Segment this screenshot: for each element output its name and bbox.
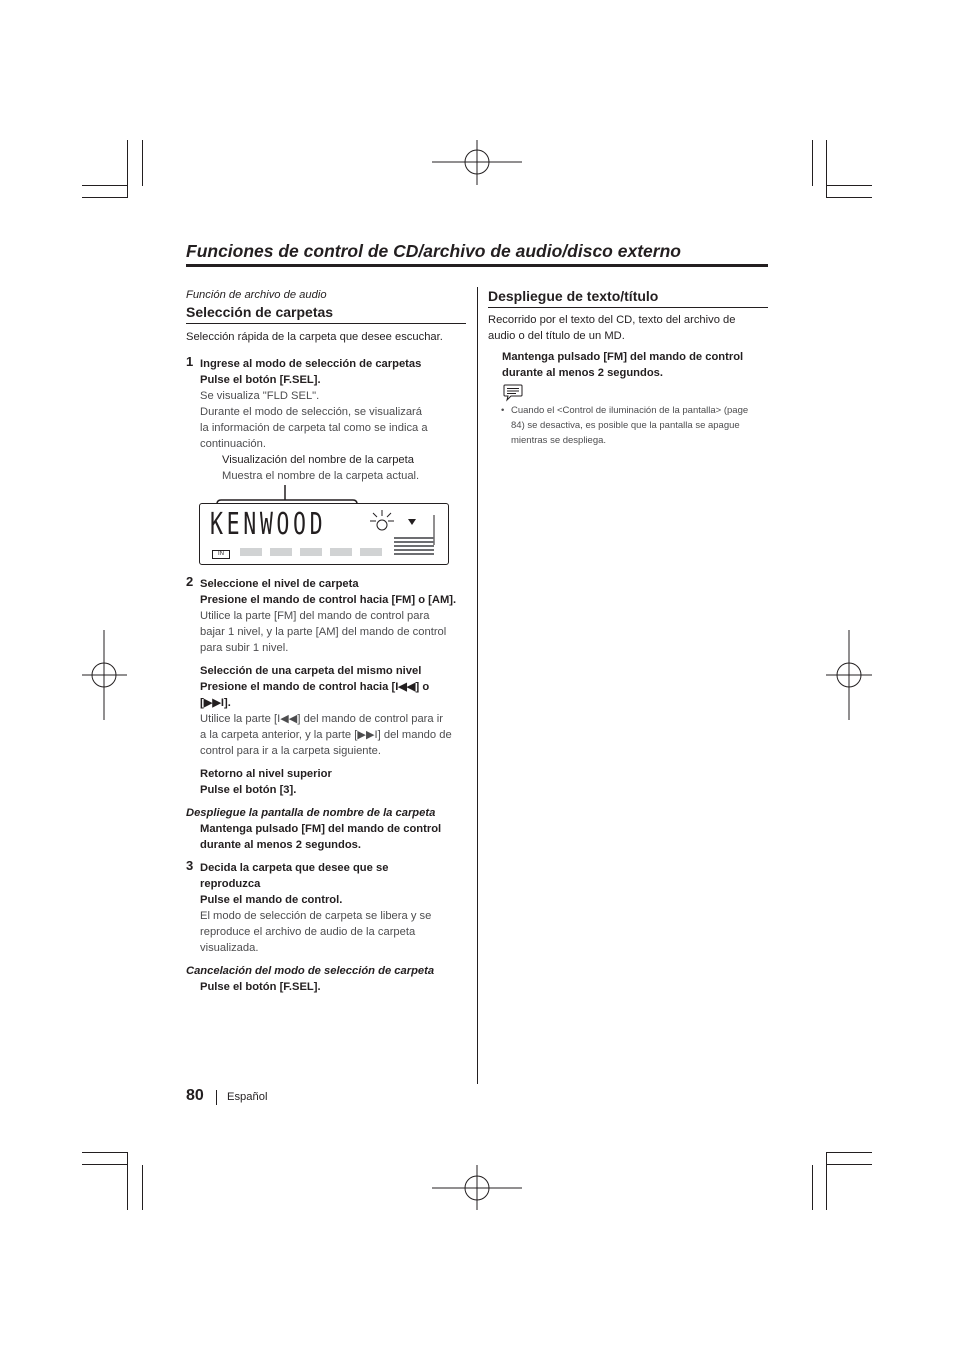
display-segments: [240, 544, 390, 560]
display-illustration: [199, 503, 449, 565]
same-level-title: Selección de una carpeta del mismo nivel: [200, 665, 422, 677]
step1-body-line: Durante el modo de selección, se visualizará: [200, 406, 423, 418]
step2-body-line: Utilice la parte [FM] del mando de control para: [200, 610, 430, 622]
step1-body-line: continuación.: [200, 438, 266, 450]
return-level-action: Pulse el botón [3].: [200, 784, 297, 796]
right-note-line: mientras se despliega.: [511, 435, 607, 446]
display-note-action: [200, 821, 475, 853]
step3-body-line: reproduce el archivo de audio de la carpeta: [200, 926, 416, 938]
section-heading-text: Despliegue de texto/título: [488, 288, 659, 304]
callout-title: Visualización del nombre de la carpeta: [222, 454, 414, 466]
page-title: Funciones de control de CD/archivo de audio/disco externo: [186, 241, 681, 261]
same-level-body-line: a la carpeta anterior, y la parte [▶▶I] del mando de: [200, 729, 452, 741]
category-label: Función de archivo de audio: [186, 289, 327, 301]
note-bullet: •: [501, 405, 505, 416]
step3-title-line: reproduzca: [200, 878, 261, 890]
footer-separator: [216, 1090, 217, 1105]
same-level-body-line: Utilice la parte [I◀◀] del mando de control para ir: [200, 713, 443, 725]
step3-body-line: visualizada.: [200, 942, 259, 954]
step1-action: Pulse el botón [F.SEL].: [200, 374, 321, 386]
step1-block: [200, 356, 470, 452]
step3-action: Pulse el mando de control.: [200, 894, 343, 906]
right-intro: [488, 312, 768, 344]
same-level-block: [200, 663, 475, 759]
cancel-action: Pulse el botón [F.SEL].: [200, 981, 321, 993]
step1-body-line: la información de carpeta tal como se indica a: [200, 422, 428, 434]
right-action-line: durante al menos 2 segundos.: [502, 367, 664, 379]
step1-body-line: Se visualiza "FLD SEL".: [200, 390, 320, 402]
section-intro: Selección rápida de la carpeta que desee escuchar.: [186, 331, 443, 343]
title-rule: [186, 264, 768, 267]
step3-title-line: Decida la carpeta que desee que se: [200, 862, 389, 874]
step2-title: Seleccione el nivel de carpeta: [200, 578, 359, 590]
same-level-body-line: control para ir a la carpeta siguiente.: [200, 745, 381, 757]
section-rule: [488, 307, 768, 308]
return-level-block: [200, 766, 475, 798]
footer-language: Español: [227, 1091, 268, 1103]
right-note-line: 84) se desactiva, es posible que la pantalla se apague: [511, 420, 740, 431]
cancel-title: Cancelación del modo de selección de carpeta: [186, 965, 435, 977]
right-action-line: Mantenga pulsado [FM] del mando de control: [502, 351, 744, 363]
display-badge: IN: [212, 550, 230, 559]
display-text: KENWOOD: [210, 507, 327, 542]
callout: [222, 452, 462, 484]
right-note-line: Cuando el <Control de iluminación de la pantalla> (page: [511, 405, 749, 416]
right-note: [511, 403, 776, 448]
section-heading-folder: Selección de carpetas: [186, 304, 334, 320]
step1-title: Ingrese al modo de selección de carpetas: [200, 358, 422, 370]
section-rule: [186, 323, 466, 324]
return-level-title: Retorno al nivel superior: [200, 768, 332, 780]
same-level-action-line: Presione el mando de control hacia [I◀◀] o: [200, 681, 430, 693]
right-intro-line: Recorrido por el texto del CD, texto del archivo de: [488, 314, 736, 326]
column-divider: [477, 287, 478, 1084]
display-note-title: Despliegue la pantalla de nombre de la carpeta: [186, 807, 436, 819]
note-icon: [502, 382, 524, 402]
step2-action: Presione el mando de control hacia [FM] o [AM].: [200, 594, 457, 606]
same-level-action-line: [▶▶I].: [200, 697, 231, 709]
step-number: 2: [186, 574, 194, 589]
step-number: 1: [186, 354, 194, 369]
step2-block: [200, 576, 475, 656]
step2-body-line: para subir 1 nivel.: [200, 642, 289, 654]
step2-body-line: bajar 1 nivel, y la parte [AM] del mando de control: [200, 626, 447, 638]
callout-body: Muestra el nombre de la carpeta actual.: [222, 470, 420, 482]
step3-block: [200, 860, 475, 956]
right-intro-line: audio o del título de un MD.: [488, 330, 625, 342]
right-action: [502, 349, 772, 381]
page-number: 80: [186, 1087, 204, 1104]
display-note-action-line: durante al menos 2 segundos.: [200, 839, 362, 851]
display-note-action-line: Mantenga pulsado [FM] del mando de control: [200, 823, 442, 835]
step-number: 3: [186, 858, 194, 873]
step3-body-line: El modo de selección de carpeta se libera y se: [200, 910, 432, 922]
